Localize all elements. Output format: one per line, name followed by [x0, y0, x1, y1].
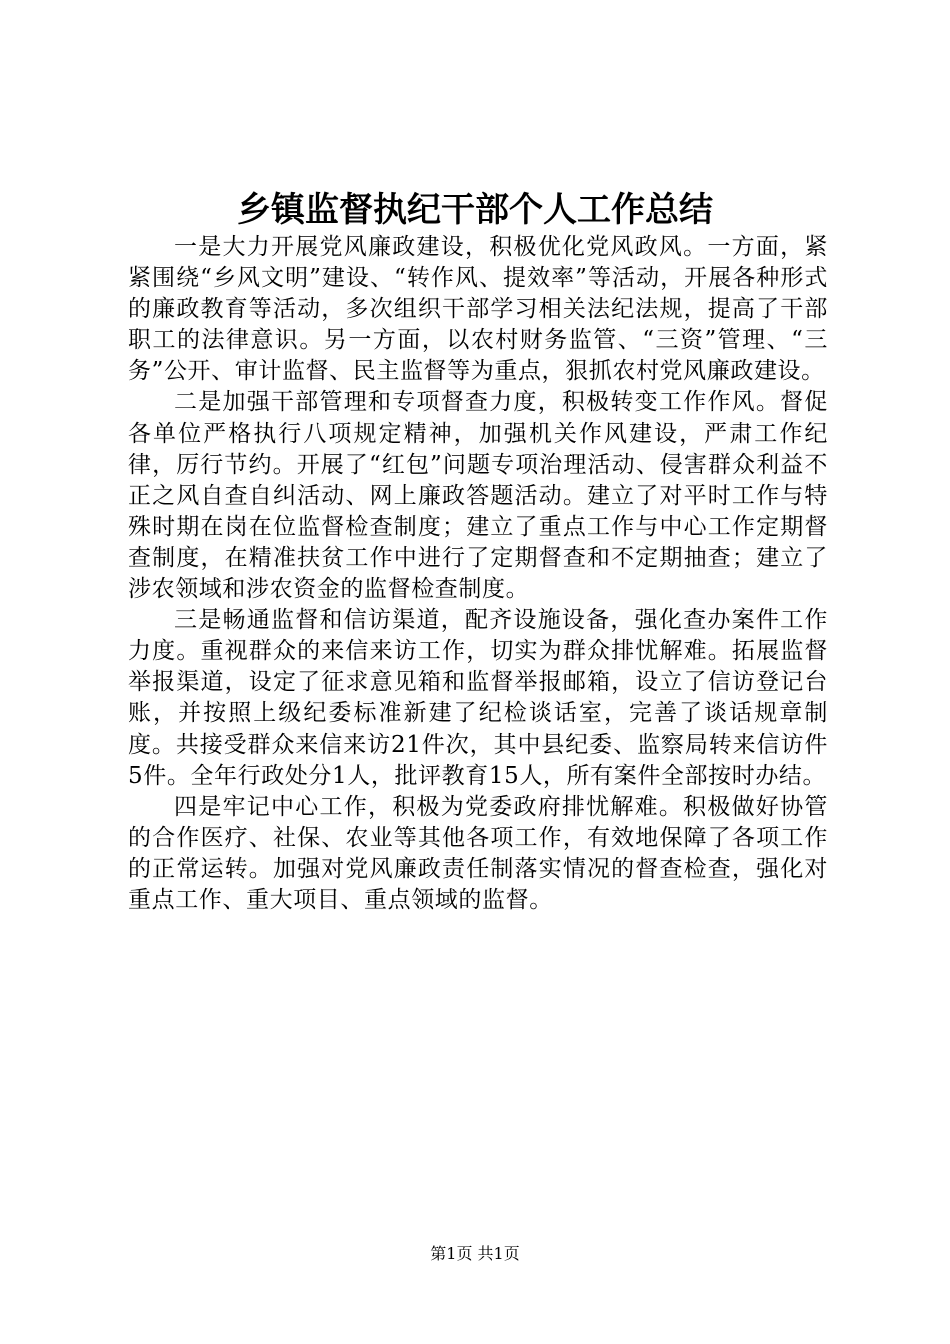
paragraph-4: 四是牢记中心工作，积极为党委政府排忧解难。积极做好协管的合作医疗、社保、农业等其他各项工作，有效地保障了各项工作的正常运转。加强对党风廉政责任制落实情况的督查检查，强化对重点工作、重大项目、重点领域的监督。: [128, 793, 828, 913]
document-title: 乡镇监督执纪干部个人工作总结: [237, 190, 713, 230]
paragraph-1: 一是大力开展党风廉政建设，积极优化党风政风。一方面，紧紧围绕“乡风文明”建设、“转作风、提效率”等活动，开展各种形式的廉政教育等活动，多次组织干部学习相关法纪法规，提高了干部职工的法律意识。另一方面，以农村财务监管、“三资”管理、“三务”公开、审计监督、民主监督等为重点，狠抓农村党风廉政建设。: [128, 234, 828, 385]
paragraph-2: 二是加强干部管理和专项督查力度，积极转变工作作风。督促各单位严格执行八项规定精神，加强机关作风建设，严肃工作纪律，厉行节约。开展了“红包”问题专项治理活动、侵害群众利益不正之风自查自纠活动、网上廉政答题活动。建立了对平时工作与特殊时期在岗在位监督检查制度；建立了重点工作与中心工作定期督查制度，在精准扶贫工作中进行了定期督查和不定期抽查；建立了涉农领域和涉农资金的监督检查制度。: [128, 389, 828, 603]
document-body: [128, 232, 828, 916]
paragraph-3: 三是畅通监督和信访渠道，配齐设施设备，强化查办案件工作力度。重视群众的来信来访工作，切实为群众排忧解难。拓展监督举报渠道，设定了征求意见箱和监督举报邮箱，设立了信访登记台账，并按照上级纪委标准新建了纪检谈话室，完善了谈话规章制度。共接受群众来信来访21件次，其中县纪委、监察局转来信访件5件。全年行政处分1人，批评教育15人，所有案件全部按时办结。: [128, 607, 828, 789]
page-footer: 第1页 共1页: [430, 1244, 520, 1263]
